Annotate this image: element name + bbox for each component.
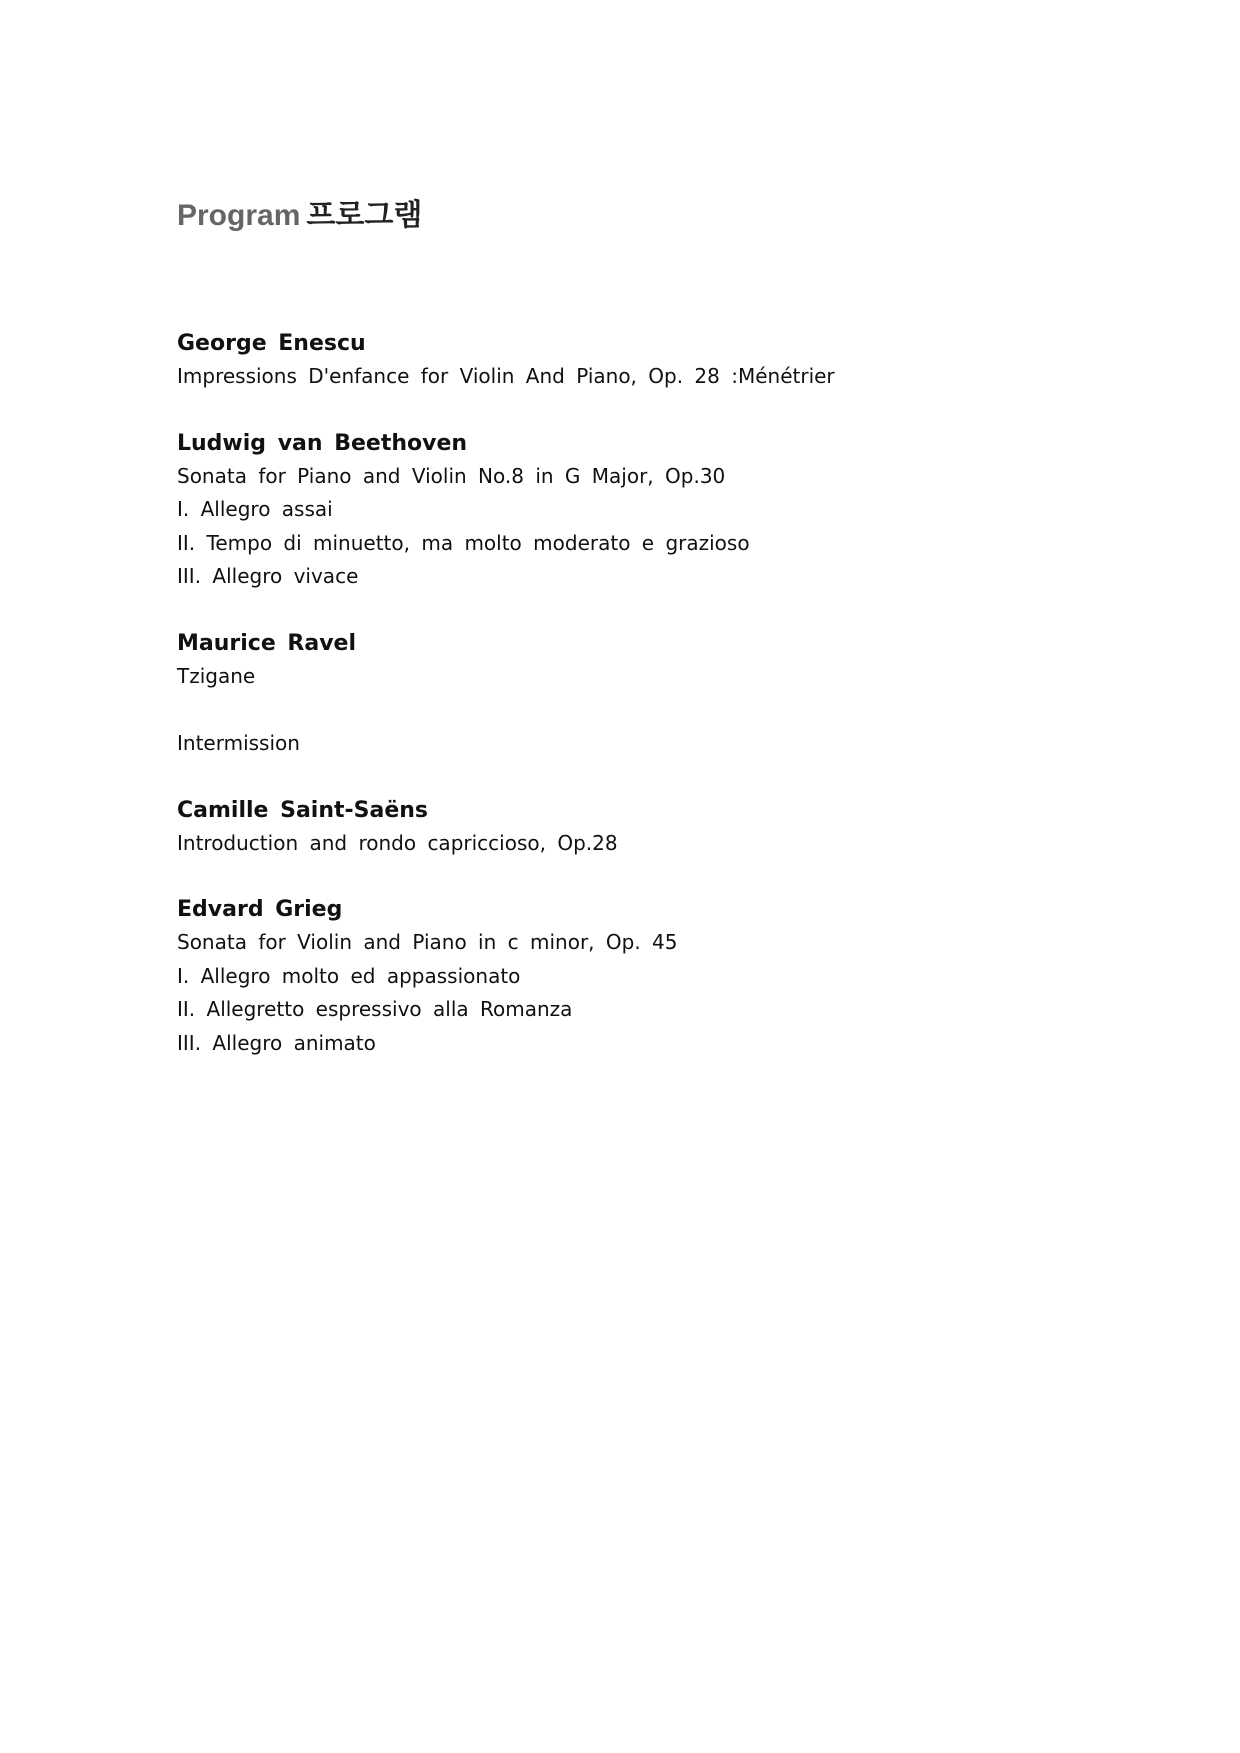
program-item — [177, 628, 1077, 694]
work-title: Tzigane — [177, 663, 256, 688]
movement: III. Allegro animato — [177, 1030, 376, 1055]
work-title: Introduction and rondo capriccioso, Op.28 — [177, 830, 618, 855]
program-item — [177, 428, 1077, 594]
composer-name: George Enescu — [177, 331, 366, 356]
page-title — [177, 196, 422, 236]
work-title: Sonata for Violin and Piano in c minor, Op. 45 — [177, 930, 678, 954]
composer-name: Camille Saint-Saëns — [177, 797, 429, 823]
work-title: Impressions D'enfance for Violin And Piano, Op. 28 :Ménétrier — [177, 364, 835, 388]
title-english: Program — [177, 199, 301, 232]
composer-name: Maurice Ravel — [177, 630, 357, 656]
movement: I. Allegro molto ed appassionato — [177, 963, 521, 988]
movement: I. Allegro assai — [177, 497, 333, 521]
movement: III. Allegro vivace — [177, 564, 359, 588]
movement: II. Allegretto espressivo alla Romanza — [177, 997, 573, 1021]
composer-name: Edvard Grieg — [177, 897, 343, 922]
intermission-label: Intermission — [177, 731, 300, 755]
program-item — [177, 328, 1077, 394]
program-item — [177, 894, 1077, 1060]
program-list — [177, 328, 1077, 1094]
program-item — [177, 795, 1077, 861]
work-title: Sonata for Piano and Violin No.8 in G Major, Op.30 — [177, 463, 726, 488]
title-korean: 프로그램 — [306, 199, 423, 232]
movement: II. Tempo di minuetto, ma molto moderato e grazioso — [177, 530, 750, 555]
composer-name: Ludwig van Beethoven — [177, 430, 468, 456]
